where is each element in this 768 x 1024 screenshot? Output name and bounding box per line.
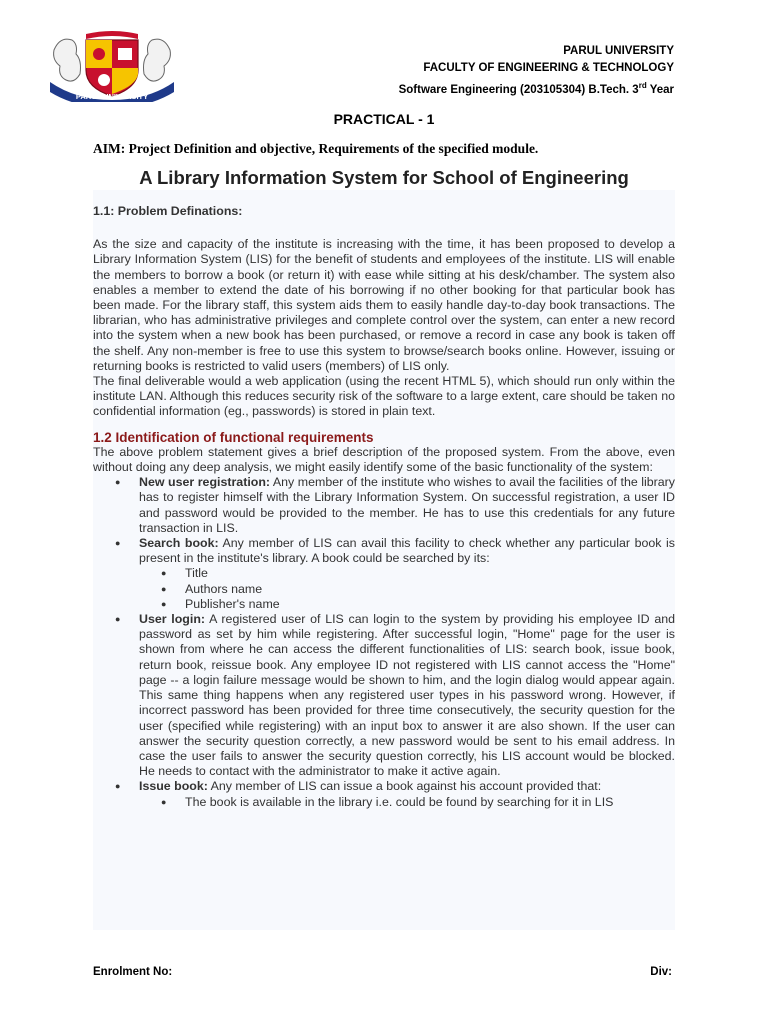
practical-heading: PRACTICAL - 1 <box>333 111 435 127</box>
aim-line: AIM: Project Definition and objective, Requirements of the specified module. <box>93 141 539 156</box>
issue-conditions-list <box>139 795 675 810</box>
course-line: Software Engineering (203105304) B.Tech. 3rd Year <box>398 81 674 96</box>
university-name: PARUL UNIVERSITY <box>563 45 674 57</box>
functional-intro: The above problem statement gives a brief description of the proposed system. From the above, even without doing any deep analysis, we might easily identify some of the basic functionality of the system: <box>93 444 675 475</box>
list-item: ● New user registration: Any member of the institute who wishes to avail the facilities of the library has to register himself with the Library Information System. On successful registration, a user ID and password would be provided to the member. He has to use this credentials for any future transaction in LIS. <box>139 475 675 536</box>
div-label: Div: <box>650 966 672 978</box>
document-body <box>93 190 675 810</box>
enrolment-label: Enrolment No: <box>93 966 173 978</box>
university-logo <box>46 30 178 102</box>
problem-paragraph-1: As the size and capacity of the institute is increasing with the time, it has been proposed to develop a Library Information System (LIS) for the benefit of students and employees of the institute. LIS will enable the members to borrow a book (or return it) with ease while sitting at his desk/chamber. The system also enables a member to extend the date of his borrowing if no other booking for that particular book has been made. For the library staff, this system aids them to easily handle day-to-day book transactions. The librarian, who has administrative privileges and complete control over the system, can enter a new record into the system when a new book has been purchased, or remove a record in case any book is taken off the shelf. Any non-member is free to use this system to browse/search books online. However, issuing or returning books is restricted to valid users (members) of LIS only. <box>93 237 675 373</box>
list-item: ● The book is available in the library i.e. could be found by searching for it in LIS <box>185 795 675 810</box>
section-heading-problem: 1.1: Problem Definations: <box>93 204 243 218</box>
list-item: ● Publisher's name <box>185 597 675 612</box>
right-lion-icon <box>144 39 171 81</box>
list-item: ● Search book: Any member of LIS can avail this facility to check whether any particular book is present in the institute's library. A book could be searched by its: ● Title ● Authors name ● Publisher's name <box>139 536 675 612</box>
faculty-name: FACULTY OF ENGINEERING & TECHNOLOGY <box>423 62 674 74</box>
list-item: ● Authors name <box>185 582 675 597</box>
left-lion-icon <box>54 39 81 81</box>
section-heading-functional: 1.2 Identification of functional requirements <box>93 429 374 445</box>
problem-paragraph-2: The final deliverable would a web application (using the recent HTML 5), which should run only within the institute LAN. Although this reduces security risk of the software to a large extent, care should be taken no confidential information (eg., passwords) is stored in plain text. <box>93 374 675 419</box>
logo-banner-text: PARUL UNIVERSITY <box>75 92 149 101</box>
functional-list <box>93 475 675 809</box>
university-header <box>399 43 674 99</box>
document-title: A Library Information System for School of Engineering <box>139 167 629 188</box>
list-item: ● Issue book: Any member of LIS can issue a book against his account provided that: ● The book is available in the library i.e. could be found by searching for it in LIS <box>139 779 675 809</box>
list-item: ● User login: A registered user of LIS can login to the system by providing his employee ID and password as set by him while registering. After successful login, "Home" page for the user is shown from where he can access the different functionalities of LIS: search book, issue book, return book, reissue book. Any employee ID not registered with LIS cannot access the "Home" page -- a login failure message would be shown to him, and the login dialog would appear again. This same thing happens when any registered user types in his password wrong. However, if incorrect password has been provided for three time consecutively, the security question for the user (specified while registering) with an input box to answer it are also shown. If the user can answer the security question correctly, a new password would be sent to his email address. In case the user fails to answer the security question correctly, his LIS account would be blocked. He needs to contact with the administrator to make it active again. <box>139 612 675 779</box>
list-item: ● Title <box>185 566 675 581</box>
search-criteria-list <box>139 566 675 612</box>
